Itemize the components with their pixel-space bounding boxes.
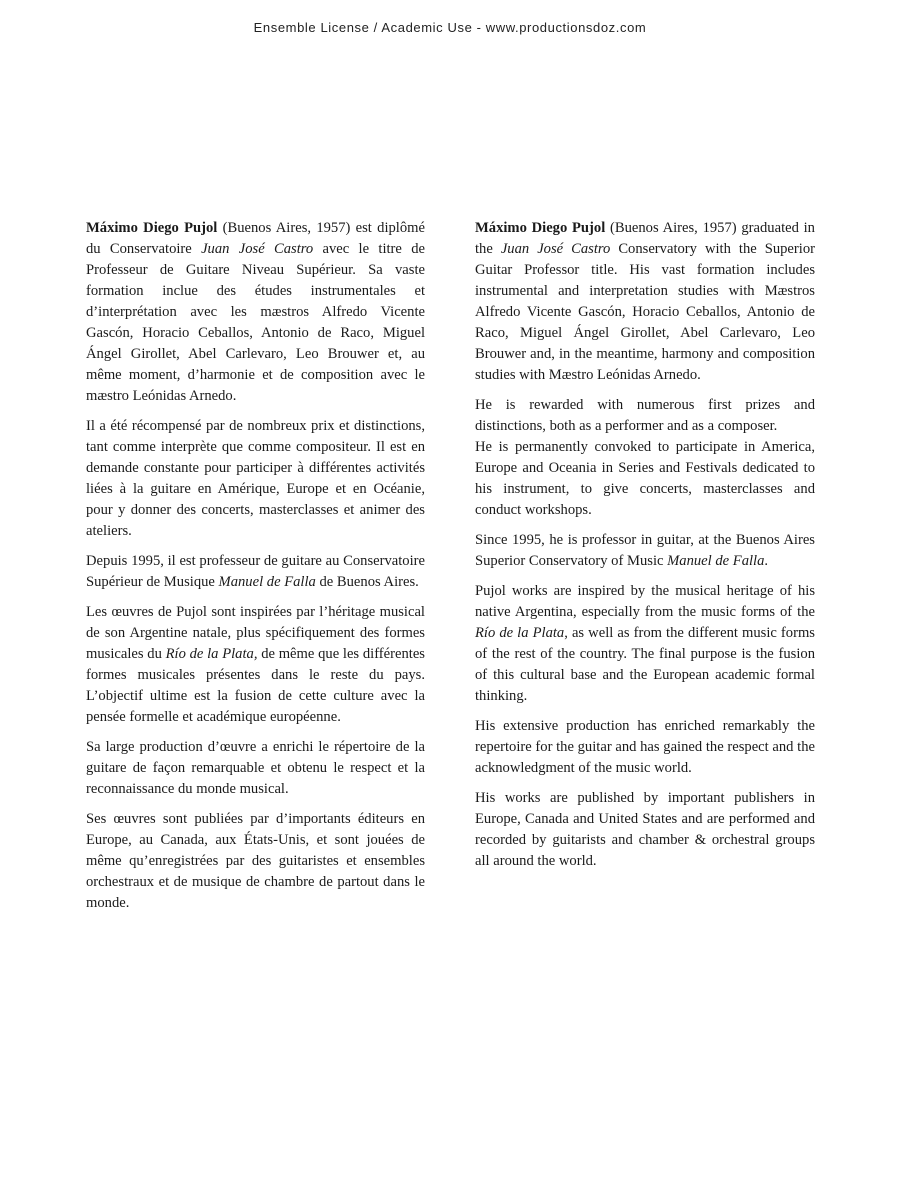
composer-name: Máximo Diego Pujol <box>475 220 606 236</box>
fr-p1-text-a: (Buenos Aires, 1957) est diplômé du Conservatoire <box>86 220 425 257</box>
french-biography-column <box>86 218 425 923</box>
en-p1-text-a: (Buenos Aires, 1957) graduated in the <box>475 220 815 257</box>
en-p1-text-b: Conservatory with the Superior Guitar Professor title. His vast formation includes instrumental and interpretation studies with Mæstros Alfredo Vicente Gascón, Horacio Ceballos, Antonio de Raco, Miguel Ángel Girollet, Abel Carlevaro, Leo Brouwer and, in the meantime, harmony and composition studies with Mæstro Leónidas Arnedo. <box>475 241 815 383</box>
en-paragraph-5: His extensive production has enriched remarkably the repertoire for the guitar and has gained the respect and the acknowledgment of the music world. <box>475 718 815 776</box>
fr-p1-text-b: avec le titre de Professeur de Guitare Niveau Supérieur. Sa vaste formation inclue des études instrumentales et d’interprétation avec les mæstros Alfredo Vicente Gascón, Horacio Ceballos, Antonio de Raco, Miguel Ángel Girollet, Abel Carlevaro, Leo Brouwer et, au même moment, d’harmonie et de composition avec le mæstro Leónidas Arnedo. <box>86 241 425 404</box>
fr-paragraph-4 <box>86 602 425 728</box>
fr-p4-region-name: Río de la Plata, <box>165 646 258 662</box>
en-paragraph-6: His works are published by important publishers in Europe, Canada and United States and are performed and recorded by guitarists and chamber & orchestral groups all around the world. <box>475 790 815 869</box>
en-p4-text-a: Pujol works are inspired by the musical heritage of his native Argentina, especially from the music forms of the <box>475 583 815 620</box>
composer-name: Máximo Diego Pujol <box>86 220 218 236</box>
en-p3-text-a: Since 1995, he is professor in guitar, at the Buenos Aires Superior Conservatory of Music <box>475 532 815 569</box>
fr-p4-text-a: Les œuvres de Pujol sont inspirées par l’héritage musical de son Argentine natale, plus spécifiquement des formes musicales du <box>86 604 425 662</box>
en-paragraph-3 <box>475 530 815 572</box>
en-paragraph-4 <box>475 581 815 707</box>
en-p2-text-b: He is permanently convoked to participate in America, Europe and Oceania in Series and Festivals dedicated to his instrument, to give concerts, masterclasses and conduct workshops. <box>475 439 815 518</box>
fr-paragraph-3 <box>86 551 425 593</box>
en-p2-text-a: He is rewarded with numerous first prizes and distinctions, both as a performer and as a composer. <box>475 397 815 434</box>
fr-paragraph-5: Sa large production d’œuvre a enrichi le répertoire de la guitare de façon remarquable et obtenu le respect et la reconnaissance du monde musical. <box>86 739 425 797</box>
fr-paragraph-1 <box>86 218 425 407</box>
fr-p1-conservatory-name: Juan José Castro <box>201 241 314 257</box>
en-p4-region-name: Río de la Plata <box>475 625 565 641</box>
en-paragraph-1 <box>475 218 815 386</box>
fr-p4-text-b: de même que les différentes formes musicales présentes dans le reste du pays. L’objectif ultime est la fusion de cette culture avec la pensée formelle et académique européenne. <box>86 646 425 725</box>
fr-p3-conservatory-name: Manuel de Falla <box>218 574 316 590</box>
fr-paragraph-2: Il a été récompensé par de nombreux prix et distinctions, tant comme interprète que comme compositeur. Il est en demande constante pour participer à différentes activités liées à la guitare en Amérique, Europe et en Océanie, pour y donner des concerts, masterclasses et animer des ateliers. <box>86 418 425 539</box>
fr-p3-text-a: Depuis 1995, il est professeur de guitare au Conservatoire Supérieur de Musique <box>86 553 425 590</box>
fr-p3-text-b: de Buenos Aires. <box>315 574 419 590</box>
en-p1-conservatory-name: Juan José Castro <box>500 241 611 257</box>
en-p3-text-b: . <box>764 553 769 569</box>
en-p4-text-b: , as well as from the different music forms of the rest of the country. The final purpose is the fusion of this cultural base and the European academic formal thinking. <box>475 625 815 704</box>
en-paragraph-2 <box>475 395 815 521</box>
fr-paragraph-6: Ses œuvres sont publiées par d’importants éditeurs en Europe, au Canada, aux États-Unis, et sont jouées de même qu’enregistrées par des guitaristes et ensembles orchestraux et de musique de chambre de partout dans le monde. <box>86 811 425 911</box>
english-biography-column <box>475 218 815 881</box>
en-p3-conservatory-name: Manuel de Falla <box>667 553 765 569</box>
license-header: Ensemble License / Academic Use - www.productionsdoz.com <box>253 20 647 35</box>
